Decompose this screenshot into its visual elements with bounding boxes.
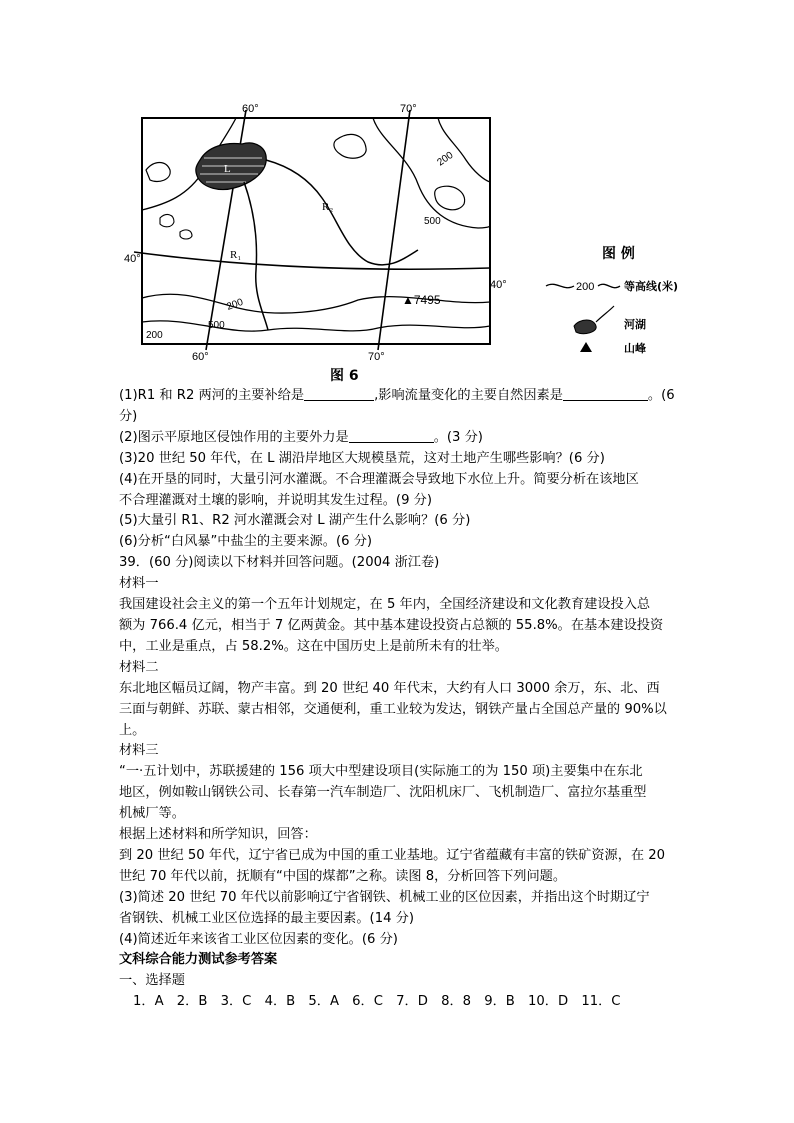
legend-lake-label: 河湖 [624,318,646,331]
contour-label: 500 [208,320,225,331]
contour-label: 200 [146,330,163,341]
sub-question-3-cont: 省钢铁、机械工业区位选择的最主要因素。(14 分) [119,910,415,926]
question-4: (4)在开垦的同时，大量引河水灌溉。不合理灌溉会导致地下水位上升。简要分析在该地区 [119,471,639,487]
legend-peak-label: 山峰 [624,342,646,355]
material-1-title: 材料一 [119,576,159,592]
contour-line [142,321,490,331]
lat-label-right: 40° [490,279,507,291]
contour-closed [146,163,170,182]
material-3-line: “一·五计划中，苏联援建的 156 项大中型建设项目(实际施工的为 150 项)主要集中在东北 [119,764,643,780]
legend-contour-icon [598,284,620,287]
question-1-cont: 分) [119,408,138,424]
lon-label-top-60: 60° [242,103,259,115]
question-2: (2)图示平原地区侵蚀作用的主要外力是 。(3 分) [119,429,483,445]
sub-question-3: (3)简述 20 世纪 70 年代以前影响辽宁省钢铁、机械工业的区位因素，并指出这个时期辽宁 [119,889,650,905]
lon-label-top-70: 70° [400,103,417,115]
answers-title: 文科综合能力测试参考答案 [119,952,278,968]
context-line: 到 20 世纪 50 年代，辽宁省已成为中国的重工业基地。辽宁省蕴藏有丰富的铁矿资源，在 20 [119,847,666,863]
contour-closed [435,186,465,210]
contour-closed [160,215,174,227]
latitude-40 [134,252,490,269]
legend-contour-icon [546,284,574,287]
question-6: (6)分析“白风暴”中盐尘的主要来源。(6 分) [119,534,373,550]
material-1-line: 额为 766.4 亿元，相当于 7 亿两黄金。其中基本建设投资占总额的 55.8%。在基本建设投资 [119,617,664,633]
lat-label-left: 40° [124,253,141,265]
material-1-line: 我国建设社会主义的第一个五年计划规定，在 5 年内，全国经济建设和文化教育建设投入总 [119,597,651,613]
material-2-title: 材料二 [119,659,159,675]
material-2-line: 三面与朝鲜、苏联、蒙古相邻，交通便利，重工业较为发达，钢铁产量占全国总产量的 90%以 [119,701,667,717]
river-r1 [244,182,268,330]
lake-label: L [224,163,231,175]
document-body [119,386,684,1013]
meridian-70 [378,110,410,350]
river-r2 [266,160,418,265]
question-3: (3)20 世纪 50 年代，在 L 湖沿岸地区大规模垦荒，这对土地产生哪些影响？(6 分) [119,450,605,466]
river-label-r1: R₁ [230,249,242,261]
context-line: 世纪 70 年代以前，抚顺有“中国的煤都”之称。读图 8，分析回答下列问题。 [119,868,567,884]
contour-closed [334,134,366,158]
material-3-line: 机械厂等。 [119,806,185,822]
material-2-line: 东北地区幅员辽阔，物产丰富。到 20 世纪 40 年代末，大约有人口 3000 余万，东、北、西 [119,680,660,696]
river-label-r2: R₂ [322,201,334,213]
ask-line: 根据上述材料和所学知识，回答： [119,827,317,843]
question-5: (5)大量引 R1、R2 河水灌溉会对 L 湖产生什么影响？(6 分) [119,513,471,529]
map-figure [118,100,698,385]
legend-river-icon [596,306,614,322]
map-svg [118,100,698,385]
contour-line [438,118,490,182]
contour-closed [180,230,192,239]
lon-label-bottom-60: 60° [192,351,209,363]
contour-label: 200 [225,296,245,313]
question-4-cont: 不合理灌溉对土壤的影响，并说明其发生过程。(9 分) [119,492,432,508]
sub-question-4: (4)简述近年来该省工业区位因素的变化。(6 分) [119,931,398,947]
answer-blank [349,428,434,443]
question-1: (1)R1 和 R2 两河的主要补给是 ,影响流量变化的主要自然因素是 。(6 [119,388,675,403]
peak-label: ▲7495 [402,293,441,307]
material-3-title: 材料三 [119,743,159,759]
contour-label: 200 [435,149,456,169]
answers-line: 1．A 2．B 3．C 4．B 5．A 6．C 7．D 8．8 9．B 10．D 11．C [133,994,621,1010]
contour-label: 500 [424,216,441,227]
legend-contour-label: 等高线(米) [624,280,679,293]
figure-caption: 图 6 [330,368,359,384]
legend-lake-icon [574,320,596,334]
answer-blank [563,386,648,401]
answers-section: 一、选择题 [119,973,185,989]
legend-peak-icon [580,342,592,352]
material-1-line: 中，工业是重点，占 58.2%。这在中国历史上是前所未有的壮举。 [119,638,508,654]
material-2-line: 上。 [119,722,146,738]
lon-label-bottom-70: 70° [368,351,385,363]
q39-header: 39．(60 分)阅读以下材料并回答问题。(2004 浙江卷) [119,555,440,571]
answer-blank [304,386,374,401]
material-3-line: 地区，例如鞍山钢铁公司、长春第一汽车制造厂、沈阳机床厂、飞机制造厂、富拉尔基重型 [119,785,647,801]
legend-title: 图 例 [602,246,635,262]
contour-line [373,118,490,228]
legend-contour-value: 200 [576,281,595,293]
